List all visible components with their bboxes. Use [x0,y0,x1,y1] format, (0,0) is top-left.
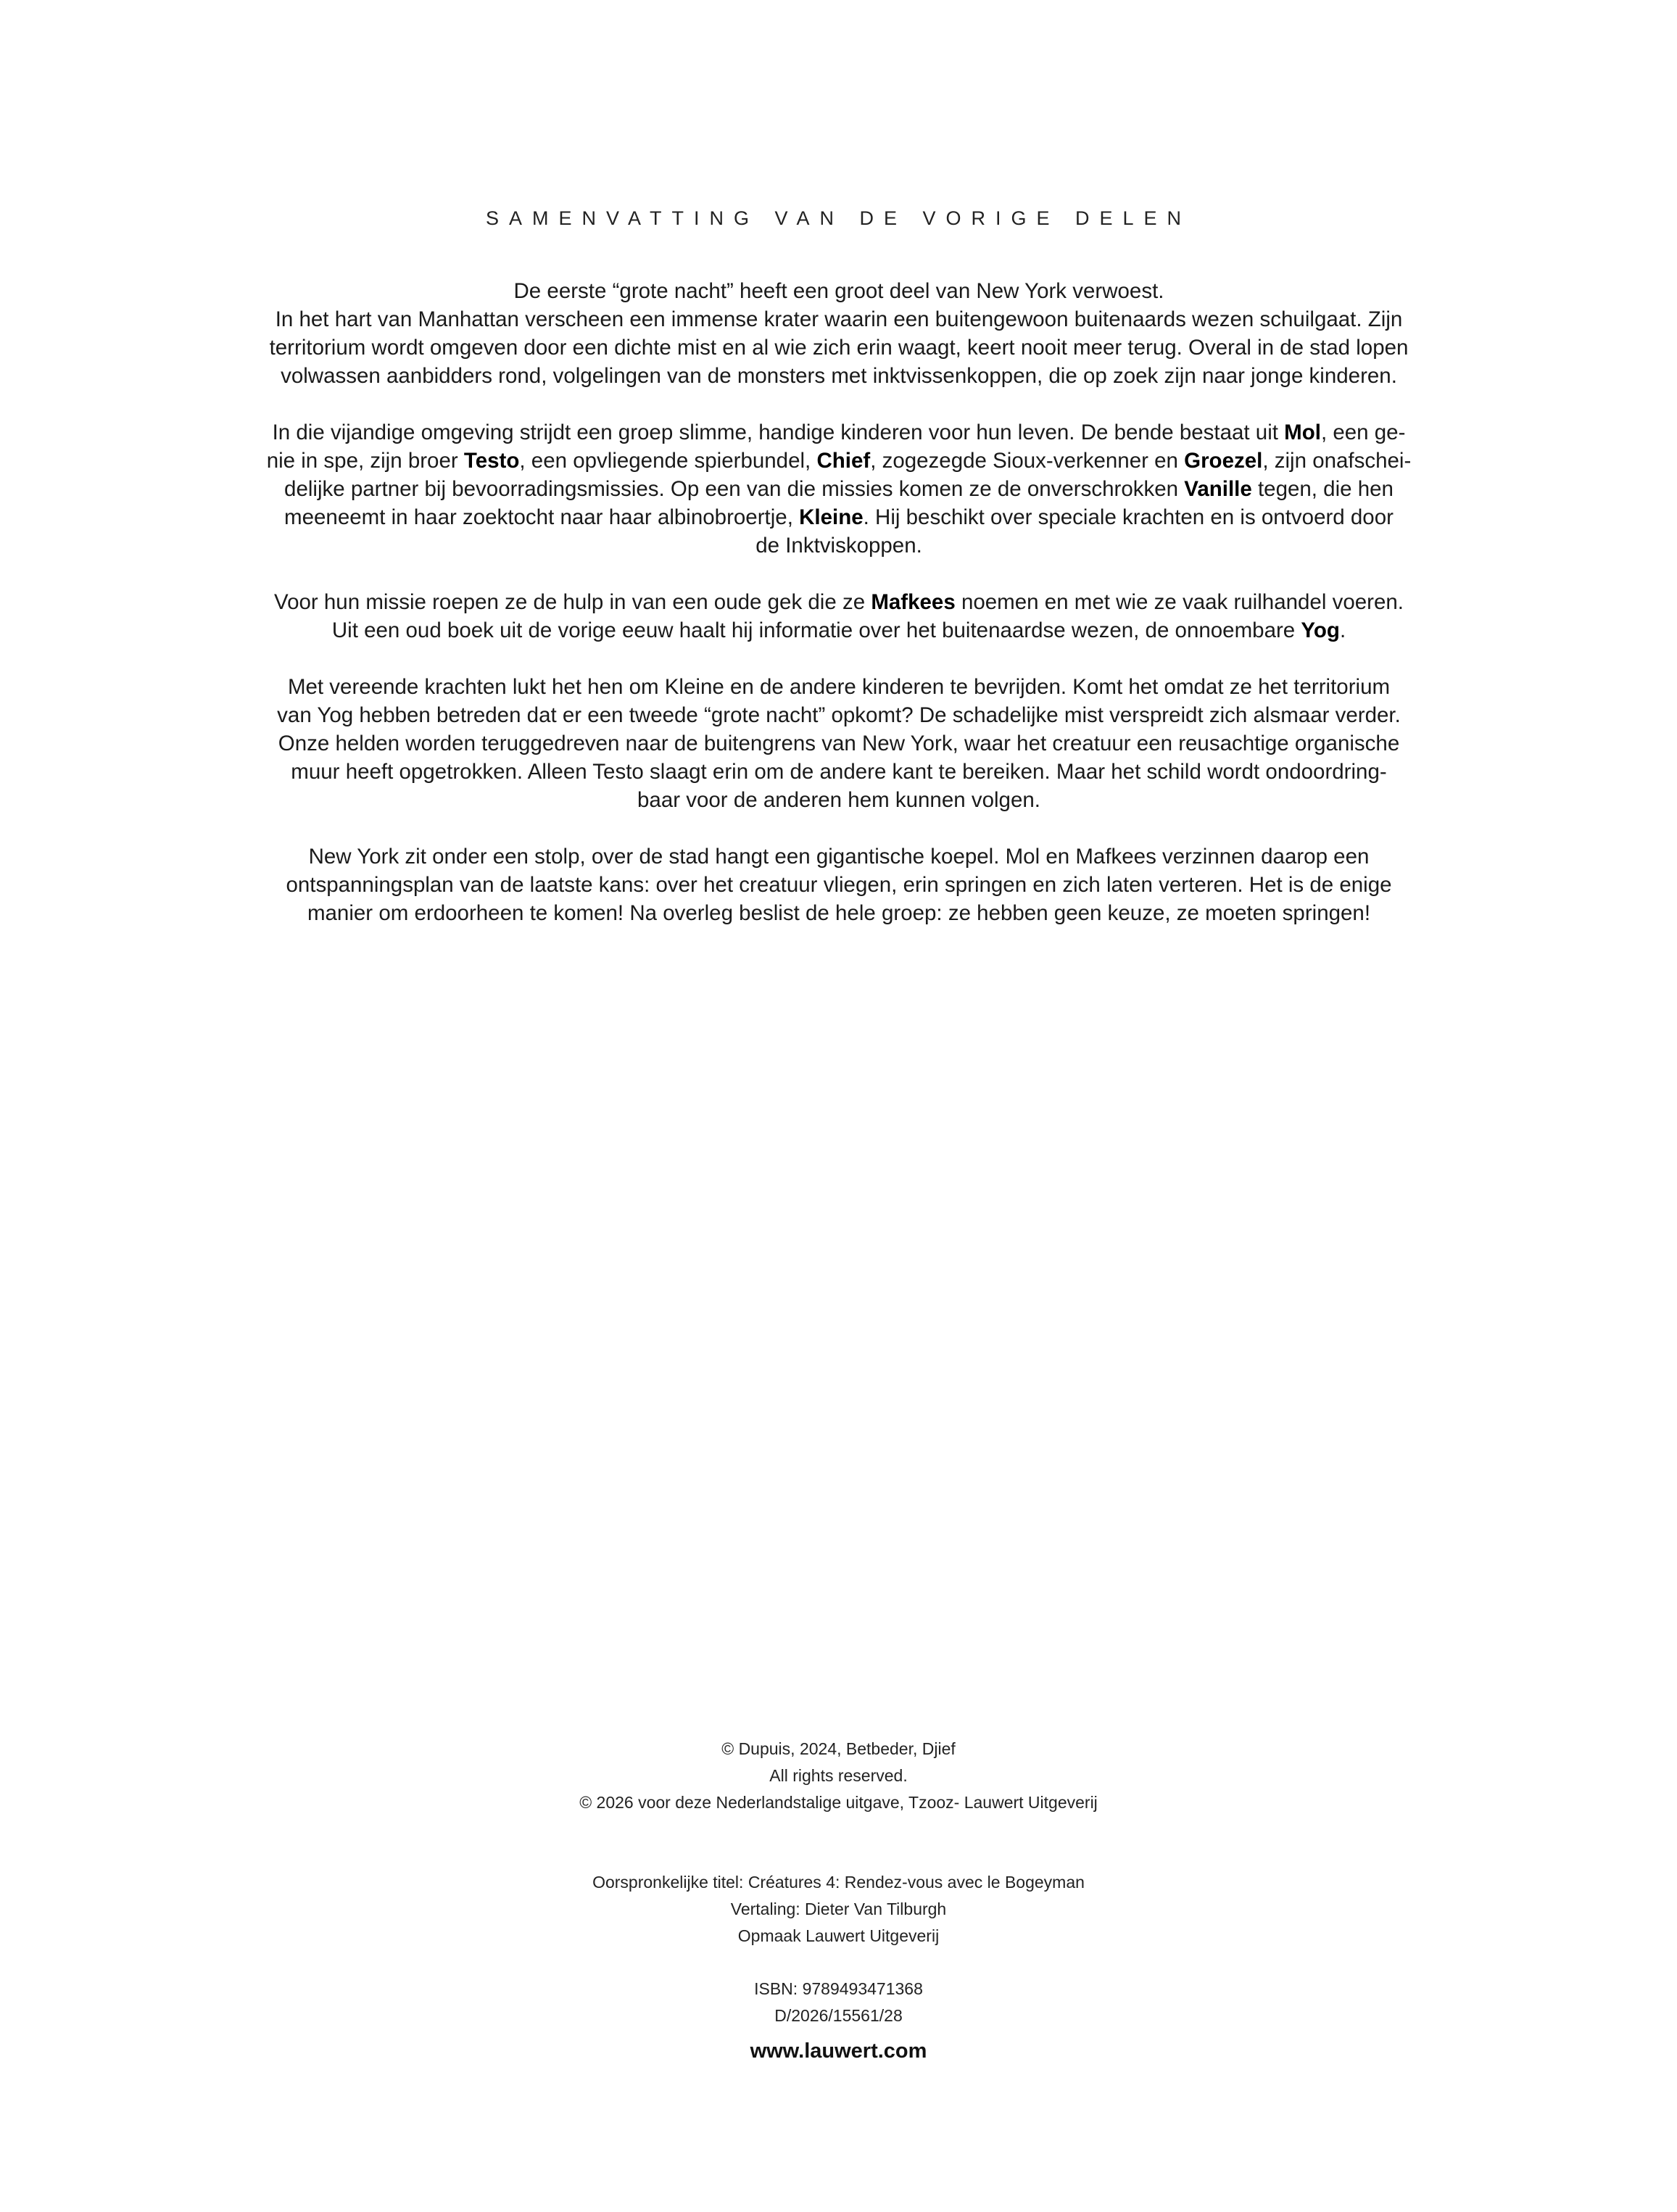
summary-heading: SAMENVATTING VAN DE VORIGE DELEN [485,207,1192,229]
text-segment: , zogezegde Sioux-verkenner en [870,449,1185,473]
character-name: Yog [1301,618,1340,642]
text-segment: nie in spe, zijn broer [266,449,464,473]
character-name: Groezel [1184,449,1263,473]
text-segment: van Yog hebben betreden dat er een tweede “grote nacht” opkomt? De schadelijke mist verspreidt zich alsmaar verder. [277,703,1401,727]
text-segment: muur heeft opgetrokken. Alleen Testo slaagt erin om de andere kant te bereiken. Maar het schild wordt ondoordring- [291,760,1387,784]
character-name: Kleine [799,505,864,529]
summary-paragraph [200,673,1478,814]
text-segment: meeneemt in haar zoektocht naar haar albinobroertje, [284,505,800,529]
text-segment: baar voor de anderen hem kunnen volgen. [637,788,1040,812]
character-name: Mol [1284,421,1321,444]
text-segment: . Hij beschikt over speciale krachten en is ontvoerd door [863,505,1394,529]
summary-line [200,447,1478,475]
copyright-block [0,1736,1677,1816]
text-segment: delijke partner bij bevoorradingsmissies. Op een van die missies komen ze de onverschrokken [284,477,1185,501]
text-segment: In die vijandige omgeving strijdt een groep slimme, handige kinderen voor hun leven. De bende bestaat uit [272,421,1285,444]
summary-body [200,277,1478,956]
summary-line [200,701,1478,729]
text-segment: manier om erdoorheen te komen! Na overleg beslist de hele groep: ze hebben geen keuze, ze moeten springen! [307,901,1371,925]
character-name: Vanille [1184,477,1252,501]
text-segment: In het hart van Manhattan verscheen een immense krater waarin een buitengewoon buitenaards wezen schuilgaat. Zijn [275,307,1403,331]
summary-line [200,616,1478,645]
summary-line [200,362,1478,390]
copyright-original: © Dupuis, 2024, Betbeder, Djief [721,1739,956,1758]
character-name: Mafkees [871,590,956,614]
summary-line [200,588,1478,616]
copyright-dutch-edition: © 2026 voor deze Nederlandstalige uitgave, Tzooz- Lauwert Uitgeverij [579,1793,1098,1812]
summary-line [200,729,1478,758]
summary-line [200,786,1478,814]
summary-line [200,277,1478,305]
summary-line [200,871,1478,899]
text-segment: de Inktviskoppen. [755,534,922,558]
summary-line [200,305,1478,334]
summary-line [200,503,1478,531]
text-segment: . [1339,618,1346,642]
character-name: Testo [463,449,520,473]
original-title: Oorspronkelijke titel: Créatures 4: Rendez-vous avec le Bogeyman [592,1873,1085,1892]
text-segment: volwassen aanbidders rond, volgelingen van de monsters met inktvissenkoppen, die op zoek zijn naar jonge kinderen. [281,364,1397,388]
summary-line [200,899,1478,927]
summary-paragraph [200,277,1478,390]
summary-line [200,758,1478,786]
summary-line [200,842,1478,871]
text-segment: territorium wordt omgeven door een dichte mist en al wie zich erin waagt, keert nooit meer terug. Overal in de stad lopen [269,336,1409,360]
rights-notice: All rights reserved. [769,1766,908,1785]
summary-line [200,334,1478,362]
publication-info [0,1869,1677,1950]
summary-paragraph [200,588,1478,645]
isbn-block [0,1976,1677,2029]
text-segment: Uit een oud boek uit de vorige eeuw haalt hij informatie over het buitenaardse wezen, de onnoembare [331,618,1301,642]
summary-line [200,673,1478,701]
text-segment: , een opvliegende spierbundel, [519,449,817,473]
summary-paragraph [200,418,1478,560]
character-name: Chief [816,449,871,473]
text-segment: De eerste “grote nacht” heeft een groot deel van New York verwoest. [513,279,1164,303]
summary-paragraph [200,842,1478,927]
text-segment: ontspanningsplan van de laatste kans: over het creatuur vliegen, erin springen en zich laten verteren. Het is de enige [286,873,1392,897]
text-segment: noemen en met wie ze vaak ruilhandel voeren. [955,590,1404,614]
text-segment: Met vereende krachten lukt het hen om Kleine en de andere kinderen te bevrijden. Komt het omdat ze het territorium [287,675,1391,699]
summary-line [200,418,1478,447]
translator: Vertaling: Dieter Van Tilburgh [730,1900,947,1918]
text-segment: Onze helden worden teruggedreven naar de buitengrens van New York, waar het creatuur een reusachtige organische [278,732,1400,755]
summary-line [200,531,1478,560]
isbn-number: ISBN: 9789493471368 [754,1979,923,1998]
legal-deposit: D/2026/15561/28 [774,2006,903,2025]
text-segment: , zijn onafschei- [1262,449,1412,473]
summary-line [200,475,1478,503]
website-link[interactable]: www.lauwert.com [750,2039,927,2063]
text-segment: , een ge- [1320,421,1406,444]
text-segment: Voor hun missie roepen ze de hulp in van een oude gek die ze [274,590,871,614]
text-segment: tegen, die hen [1251,477,1394,501]
layout-credit: Opmaak Lauwert Uitgeverij [737,1926,940,1945]
text-segment: New York zit onder een stolp, over de stad hangt een gigantische koepel. Mol en Mafkees verzinnen daarop een [308,845,1370,869]
